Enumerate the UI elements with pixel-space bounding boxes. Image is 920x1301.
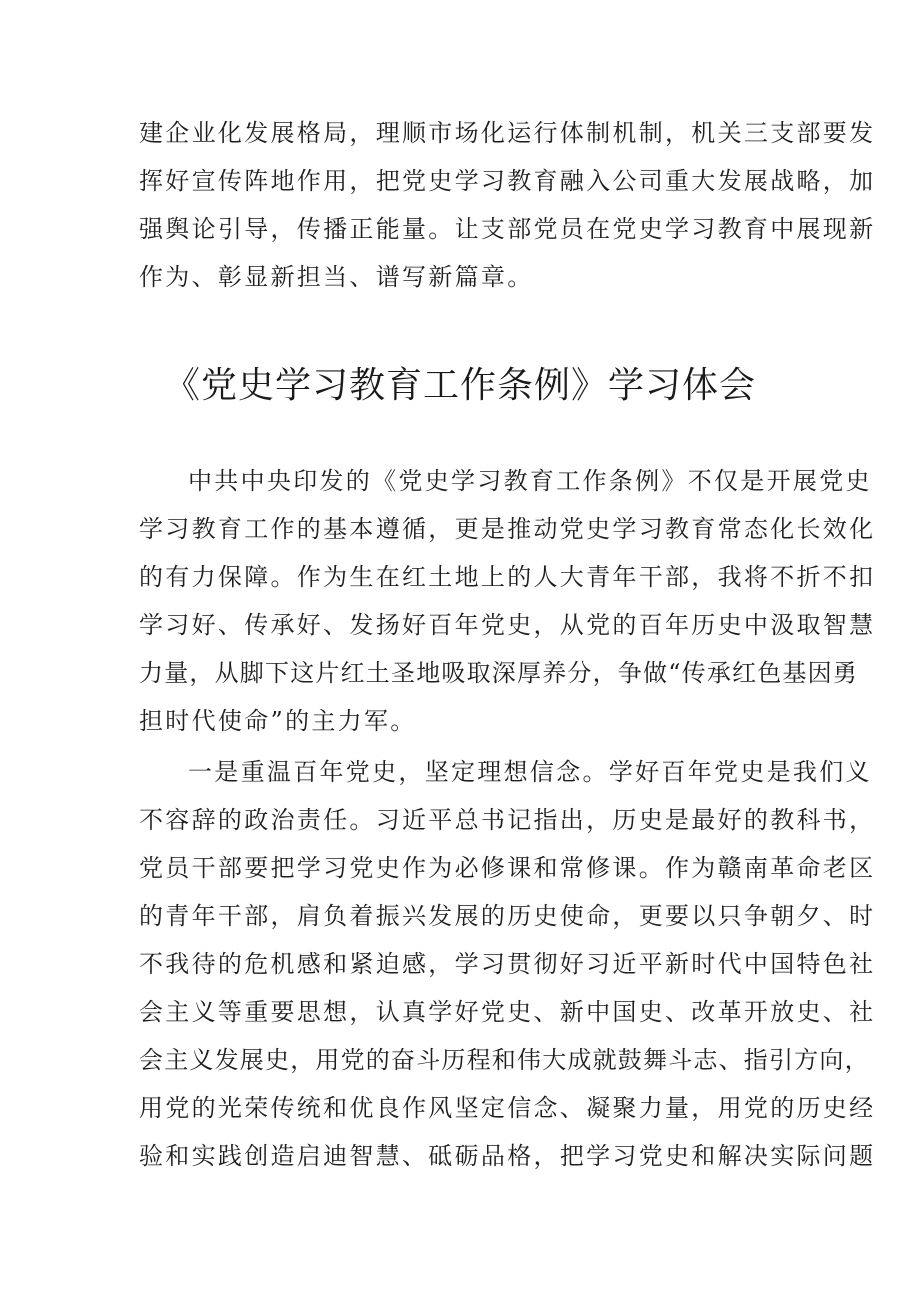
section-title: 《党史学习教育工作条例》学习体会 (163, 365, 756, 406)
text-line: 挥好宣传阵地作用，把党史学习教育融入公司重大发展战略，加 (139, 167, 876, 195)
text-line: 力量，从脚下这片红土圣地吸取深厚养分，争做“传承红色基因勇 (139, 659, 859, 687)
text-line: 不容辞的政治责任。习近平总书记指出，历史是最好的教科书， (139, 806, 876, 834)
text-line: 作为、彰显新担当、谱写新篇章。 (139, 263, 534, 291)
text-line: 中共中央印发的《党史学习教育工作条例》不仅是开展党史 (188, 467, 872, 495)
text-line: 会主义发展史，用党的奋斗历程和伟大成就鼓舞斗志、指引方向， (139, 1046, 870, 1074)
text-line: 建企业化发展格局，理顺市场化运行体制机制，机关三支部要发 (139, 119, 876, 147)
text-line: 强舆论引导，传播正能量。让支部党员在党史学习教育中展现新 (139, 215, 876, 243)
text-line: 一是重温百年党史，坚定理想信念。学好百年党史是我们义 (188, 758, 872, 786)
text-line: 不我待的危机感和紧迫感，学习贯彻好习近平新时代中国特色社 (139, 950, 876, 978)
text-line: 担时代使命”的主力军。 (139, 707, 417, 735)
text-line: 会主义等重要思想，认真学好党史、新中国史、改革开放史、社 (139, 998, 876, 1026)
text-line: 验和实践创造启迪智慧、砥砺品格，把学习党史和解决实际问题 (139, 1142, 876, 1170)
text-line: 学习教育工作的基本遵循，更是推动党史学习教育常态化长效化 (139, 515, 876, 543)
text-line: 的青年干部，肩负着振兴发展的历史使命，更要以只争朝夕、时 (139, 902, 876, 930)
text-line: 党员干部要把学习党史作为必修课和常修课。作为赣南革命老区 (139, 854, 876, 882)
text-line: 的有力保障。作为生在红土地上的人大青年干部，我将不折不扣 (139, 563, 876, 591)
text-line: 用党的光荣传统和优良作风坚定信念、凝聚力量，用党的历史经 (139, 1094, 876, 1122)
text-line: 学习好、传承好、发扬好百年党史，从党的百年历史中汲取智慧 (139, 611, 876, 639)
